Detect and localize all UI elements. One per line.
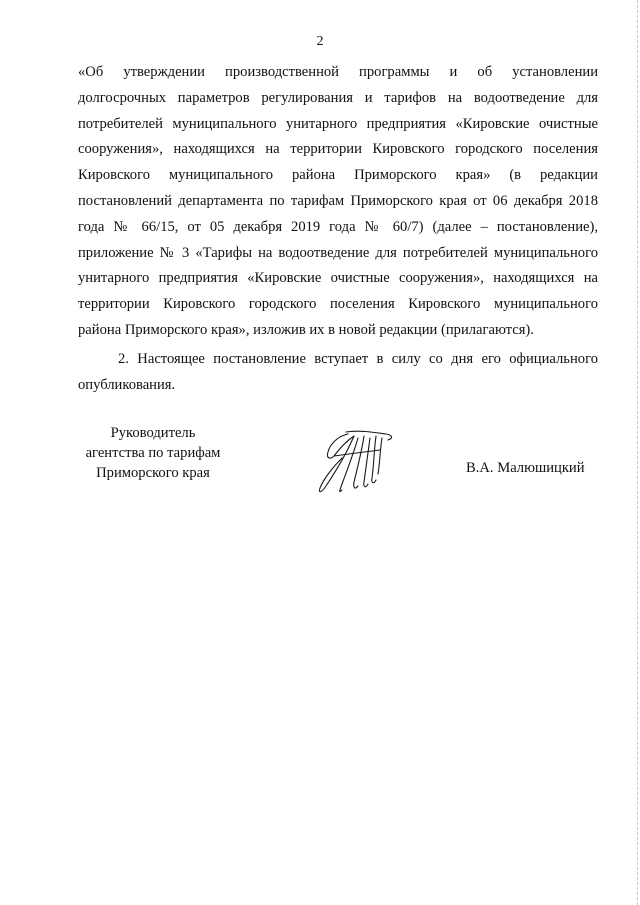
signer-name: В.А. Малюшицкий	[466, 460, 585, 476]
paragraph-1-line-4: сооружения», находящихся на территории Кировского городского поселения	[78, 141, 598, 158]
page-edge	[636, 0, 638, 905]
paragraph-1-line-7: года № 66/15, от 05 декабря 2019 года № 60/7) (далее – постановление),	[78, 218, 598, 235]
paragraph-1-line-2: долгосрочных параметров регулирования и тарифов на водоотведение для	[78, 89, 598, 106]
handwritten-signature	[308, 428, 404, 500]
body-text	[78, 60, 598, 398]
paragraph-2-line-1: 2. Настоящее постановление вступает в силу со дня его официального	[118, 350, 598, 367]
signer-title-line-2: агентства по тарифам	[85, 445, 221, 461]
paragraph-1-line-11: района Приморского края», изложив их в новой редакции (прилагаются).	[78, 321, 534, 338]
paragraph-1-line-6: постановлений департамента по тарифам Приморского края от 06 декабря 2018	[78, 192, 598, 209]
signer-title-line-3: Приморского края	[96, 465, 210, 481]
paragraph-1-line-9: унитарного предприятия «Кировские очистные сооружения», находящихся на	[78, 270, 598, 287]
page-number: 2	[316, 34, 324, 49]
paragraph-2-line-2: опубликования.	[78, 376, 176, 393]
paragraph-1-line-10: территории Кировского городского поселения Кировского муниципального	[78, 296, 598, 313]
paragraph-1-line-3: потребителей муниципального унитарного предприятия «Кировские очистные	[78, 115, 598, 132]
paragraph-1-line-8: приложение № 3 «Тарифы на водоотведение для потребителей муниципального	[78, 244, 598, 261]
paragraph-1-line-1: «Об утверждении производственной программы и об установлении	[78, 64, 598, 80]
signer-title-line-1: Руководитель	[110, 425, 196, 441]
paragraph-1-line-5: Кировского муниципального района Приморского края» (в редакции	[78, 167, 598, 184]
signer-title	[78, 423, 228, 483]
